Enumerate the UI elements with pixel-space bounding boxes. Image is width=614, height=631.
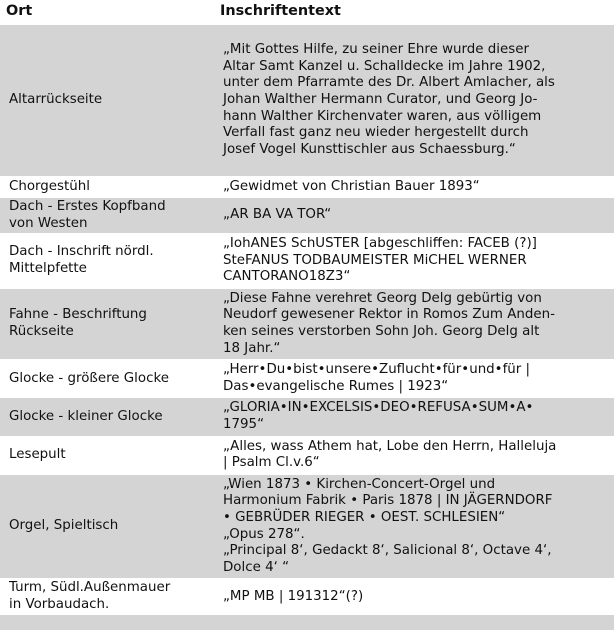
ort-line: Mittelpfette — [9, 260, 87, 276]
inscription-line: Dolce 4‘ “ — [223, 559, 290, 575]
footer-cell — [0, 615, 614, 631]
cell-ort — [0, 24, 214, 176]
inscription-line: hann Walther Kirchenvater waren, aus völligem — [223, 108, 542, 124]
inscription-line: Harmonium Fabrik • Paris 1878 | IN JÄGERNDORF — [223, 493, 553, 509]
cell-ort — [0, 360, 214, 398]
inscription-line: ken seines verstorben Sohn Joh. Georg Delg alt — [223, 324, 540, 340]
header-row — [0, 0, 614, 24]
ort-line: Chorgestühl — [9, 178, 90, 194]
cell-inschriftentext — [214, 234, 614, 289]
inscription-line: „AR BA VA TOR“ — [223, 207, 332, 223]
ort-line: Glocke - größere Glocke — [9, 370, 169, 386]
table-row — [0, 398, 614, 436]
cell-ort — [0, 198, 214, 234]
ort-line: Fahne - Beschriftung — [9, 307, 147, 323]
ort-line: Orgel, Spieltisch — [9, 518, 119, 534]
ort-line: Altarrückseite — [9, 91, 103, 107]
inscription-line: „Gewidmet von Christian Bauer 1893“ — [223, 178, 480, 194]
cell-inschriftentext — [214, 198, 614, 234]
inscription-line: Neudorf gewesener Rektor in Romos Zum Anden- — [223, 307, 555, 323]
cell-inschriftentext — [214, 579, 614, 615]
inscription-line: Altar Samt Kanzel u. Schalldecke im Jahre 1902, — [223, 58, 546, 74]
cell-ort — [0, 234, 214, 289]
cell-inschriftentext — [214, 176, 614, 198]
inscription-line: „Alles, wass Athem hat, Lobe den Herrn, Halleluja — [223, 438, 557, 454]
inscription-line: „MP MB | 191312“(?) — [223, 588, 364, 604]
inscription-line: „IohANES SchUSTER [abgeschliffen: FACEB (?)] — [223, 236, 537, 252]
ort-line: Turm, Südl.Außenmauer — [9, 580, 171, 596]
header-ort: Ort — [0, 0, 214, 24]
cell-inschriftentext — [214, 474, 614, 579]
ort-line: von Westen — [9, 215, 88, 231]
cell-ort — [0, 579, 214, 615]
inscription-line: „GLORIA•IN•EXCELSIS•DEO•REFUSA•SUM•A• — [223, 400, 534, 416]
inscription-line: Das•evangelische Rumes | 1923“ — [223, 378, 449, 394]
header-inschriftentext: Inschriftentext — [214, 0, 614, 24]
table-row — [0, 288, 614, 359]
cell-ort — [0, 398, 214, 436]
table-body — [0, 24, 614, 631]
table-row — [0, 24, 614, 176]
table-row — [0, 234, 614, 289]
ort-line: Lesepult — [9, 446, 66, 462]
inscription-line: • GEBRÜDER RIEGER • OEST. SCHLESIEN“ — [223, 510, 506, 525]
ort-line: in Vorbaudach. — [9, 596, 110, 612]
ort-line: Rückseite — [9, 324, 74, 340]
cell-ort — [0, 176, 214, 198]
table-row — [0, 579, 614, 615]
cell-ort — [0, 436, 214, 474]
inscription-line: | Psalm Cl.v.6“ — [223, 455, 320, 471]
inscription-line: „Herr•Du•bist•unsere•Zuflucht•für•und•für | — [223, 362, 531, 378]
cell-inschriftentext — [214, 360, 614, 398]
inscription-line: 1795“ — [223, 417, 265, 433]
ort-line: Glocke - kleiner Glocke — [9, 408, 163, 424]
table-row — [0, 360, 614, 398]
table-row — [0, 176, 614, 198]
ort-line: Dach - Erstes Kopfband — [9, 199, 166, 214]
inscription-line: „Opus 278“. — [223, 526, 305, 542]
cell-ort — [0, 474, 214, 579]
cell-inschriftentext — [214, 436, 614, 474]
inscription-line: „Principal 8‘, Gedackt 8‘, Salicional 8‘, Octave 4‘, — [223, 543, 552, 559]
inscription-line: Johan Walther Hermann Curator, und Georg Jo- — [223, 91, 538, 107]
cell-inschriftentext — [214, 288, 614, 359]
cell-inschriftentext — [214, 24, 614, 176]
inscription-line: unter dem Pfarramte des Dr. Albert Amlacher, als — [223, 75, 555, 91]
cell-ort — [0, 288, 214, 359]
inscription-line: SteFANUS TODBAUMEISTER MiCHEL WERNER — [223, 252, 527, 268]
ort-line: Dach - Inschrift nördl. — [9, 244, 154, 260]
cell-inschriftentext — [214, 398, 614, 436]
inscription-line: „Mit Gottes Hilfe, zu seiner Ehre wurde dieser — [223, 42, 529, 58]
inscription-line: CANTORANO18Z3“ — [223, 269, 351, 285]
inscription-line: Verfall fast ganz neu wieder hergestellt durch — [223, 125, 529, 141]
inscription-line: „Diese Fahne verehret Georg Delg gebürtig von — [223, 290, 542, 306]
inscription-line: Josef Vogel Kunsttischler aus Schaessburg.“ — [223, 141, 516, 157]
table-footer-row — [0, 615, 614, 631]
table-row — [0, 474, 614, 579]
table-row — [0, 436, 614, 474]
inscription-line: 18 Jahr.“ — [223, 340, 281, 356]
table-row — [0, 198, 614, 234]
inscription-line: „Wien 1873 • Kirchen-Concert-Orgel und — [223, 476, 496, 492]
